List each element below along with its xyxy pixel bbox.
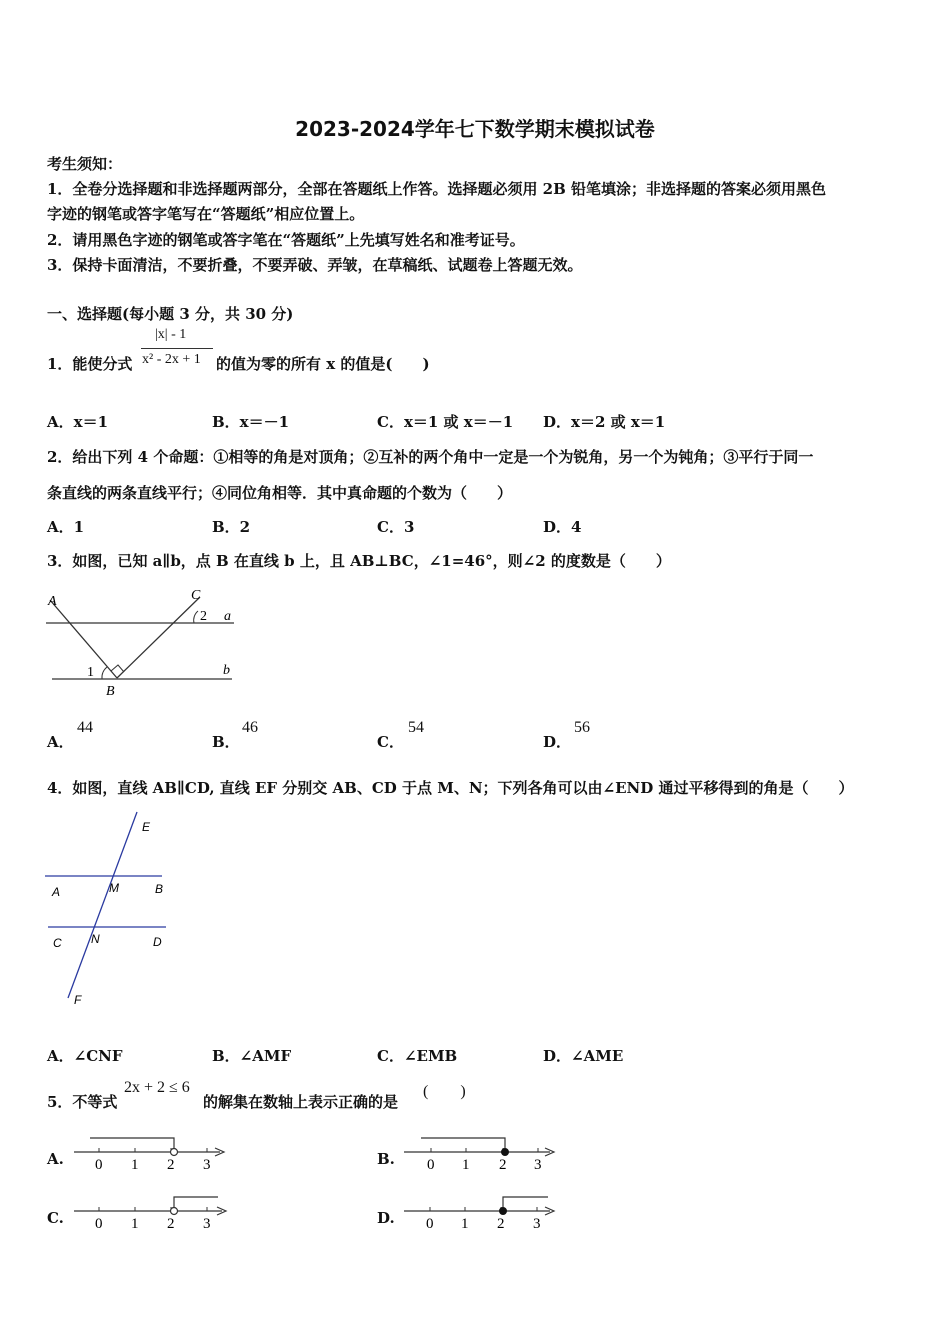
q4-figure (40, 808, 175, 1008)
q5-inequality: 2x + 2 ≤ 6 (124, 1079, 190, 1096)
q5-b-tick-2: 2 (499, 1157, 507, 1173)
q3-label-C: C (191, 588, 201, 603)
q3-label-1: 1 (87, 665, 94, 680)
q4-label-B: B (155, 882, 164, 896)
q1-option-b[interactable]: B．x＝－1 (212, 413, 290, 431)
q3-option-d-value: 56 (574, 719, 590, 736)
q5-number-line-b (400, 1132, 565, 1177)
notice-line-3: 3．保持卡面清洁，不要折叠，不要弄破、弄皱，在草稿纸、试题卷上答题无效。 (47, 256, 583, 274)
q5-number-line-d (400, 1191, 565, 1236)
q2-option-c[interactable]: C．3 (377, 518, 415, 536)
q5-b-region (421, 1138, 505, 1152)
q5-a-tick-2: 2 (167, 1157, 175, 1173)
q5-d-closed-dot (500, 1208, 507, 1215)
q5-a-tick-3: 3 (203, 1157, 211, 1173)
q3-segment-ab (50, 600, 117, 678)
q3-option-b[interactable]: B． (212, 733, 240, 751)
q5-paren: ( ) (423, 1083, 466, 1100)
q3-option-c[interactable]: C． (377, 733, 404, 751)
q3-label-b: b (223, 663, 230, 678)
q4-label-A: A (52, 885, 61, 899)
q5-c-region (174, 1197, 218, 1211)
section-heading: 一、选择题(每小题 3 分，共 30 分) (47, 305, 294, 323)
q3-label-a: a (224, 609, 231, 624)
q5-d-tick-2: 2 (497, 1216, 505, 1232)
q5-d-tick-0: 0 (426, 1216, 434, 1232)
q2-option-b[interactable]: B．2 (212, 518, 251, 536)
q3-option-a[interactable]: A． (47, 733, 74, 751)
q4-label-F: F (74, 993, 82, 1007)
q5-a-tick-0: 0 (95, 1157, 103, 1173)
notice-line-1b: 字迹的钢笔或答字笔写在“答题纸”相应位置上。 (47, 205, 365, 223)
q5-a-region (90, 1138, 174, 1152)
q4-option-c[interactable]: C．∠EMB (377, 1047, 458, 1065)
q5-b-closed-dot (502, 1149, 509, 1156)
q4-text: 4．如图，直线 AB∥CD, 直线 EF 分别交 AB、CD 于点 M、N；下列各角可以由∠END 通过平移得到的角是（ ） (47, 779, 854, 797)
q5-b-tick-1: 1 (462, 1157, 470, 1173)
q5-d-tick-3: 3 (533, 1216, 541, 1232)
q5-d-tick-1: 1 (461, 1216, 469, 1232)
q3-option-b-value: 46 (242, 719, 258, 736)
q4-line-ef (68, 812, 137, 998)
q3-label-B: B (106, 684, 115, 699)
q1-suffix: 的值为零的所有 x 的值是( ) (216, 355, 430, 373)
q3-segment-bc (117, 597, 200, 678)
q3-option-a-value: 44 (77, 719, 93, 736)
q4-label-D: D (153, 935, 162, 949)
q5-suffix: 的解集在数轴上表示正确的是 (203, 1093, 399, 1111)
q5-number-line-c (70, 1191, 235, 1236)
q2-line-1: 2．给出下列 4 个命题：①相等的角是对顶角；②互补的两个角中一定是一个为锐角，另一个为钝角；③平行于同一 (47, 448, 814, 466)
q4-label-M: M (109, 881, 119, 895)
q2-option-d[interactable]: D．4 (543, 518, 582, 536)
q3-right-angle-mark (111, 665, 124, 672)
q2-option-a[interactable]: A．1 (47, 518, 85, 536)
page-title: 2023-2024学年七下数学期末模拟试卷 (295, 117, 655, 141)
q5-c-tick-3: 3 (203, 1216, 211, 1232)
q5-option-a[interactable]: A. (47, 1150, 64, 1168)
q1-denominator: x² - 2x + 1 (142, 352, 201, 367)
q3-option-c-value: 54 (408, 719, 424, 736)
q4-label-N: N (91, 932, 100, 946)
q3-text: 3．如图，已知 a∥b，点 B 在直线 b 上，且 AB⊥BC，∠1=46°，则∠2 的度数是（ ） (47, 552, 671, 570)
q1-option-c[interactable]: C．x＝1 或 x＝－1 (377, 413, 514, 431)
q5-option-c[interactable]: C. (47, 1209, 64, 1227)
q4-option-d[interactable]: D．∠AME (543, 1047, 624, 1065)
q4-option-a[interactable]: A．∠CNF (47, 1047, 123, 1065)
q5-d-region (503, 1197, 548, 1211)
q5-number-line-a (70, 1132, 235, 1177)
q5-c-open-dot (171, 1208, 178, 1215)
q3-angle-2-arc (194, 611, 198, 623)
notice-line-1a: 1．全卷分选择题和非选择题两部分，全部在答题纸上作答。选择题必须用 2B 铅笔填涂；非选择题的答案必须用黑色 (47, 180, 827, 198)
notice-line-2: 2．请用黑色字迹的钢笔或答字笔在“答题纸”上先填写姓名和准考证号。 (47, 231, 525, 249)
q5-b-tick-3: 3 (534, 1157, 542, 1173)
q4-label-C: C (53, 936, 62, 950)
q4-label-E: E (142, 820, 151, 834)
q5-option-b[interactable]: B. (377, 1150, 395, 1168)
q5-prefix: 5．不等式 (47, 1093, 118, 1111)
q3-figure (40, 585, 240, 700)
q5-a-tick-1: 1 (131, 1157, 139, 1173)
q3-label-2: 2 (200, 609, 207, 624)
q5-c-tick-2: 2 (167, 1216, 175, 1232)
q5-c-tick-1: 1 (131, 1216, 139, 1232)
q2-line-2: 条直线的两条直线平行；④同位角相等．其中真命题的个数为（ ） (47, 484, 513, 502)
q4-option-b[interactable]: B．∠AMF (212, 1047, 292, 1065)
q1-option-a[interactable]: A．x＝1 (47, 413, 109, 431)
q1-numerator: |x| - 1 (155, 327, 187, 342)
q5-b-tick-0: 0 (427, 1157, 435, 1173)
q5-option-d[interactable]: D. (377, 1209, 395, 1227)
q1-option-d[interactable]: D．x＝2 或 x＝1 (543, 413, 666, 431)
q3-angle-1-arc (102, 667, 107, 679)
q3-label-A: A (48, 594, 57, 609)
notice-heading: 考生须知： (47, 155, 123, 173)
q3-option-d[interactable]: D． (543, 733, 572, 751)
q5-a-open-dot (171, 1149, 178, 1156)
q1-fraction-bar (141, 348, 213, 349)
q5-c-tick-0: 0 (95, 1216, 103, 1232)
q1-prefix: 1．能使分式 (47, 355, 133, 373)
